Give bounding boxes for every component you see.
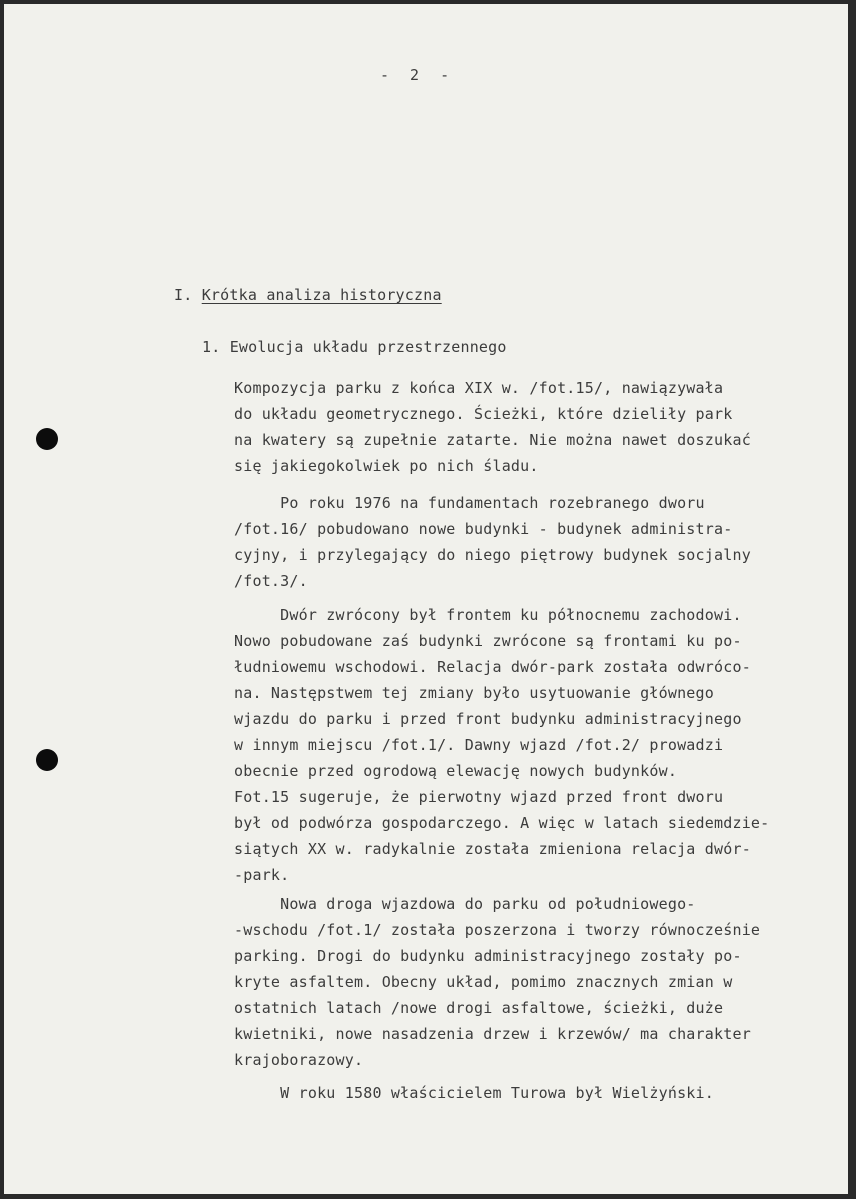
text-line-25: kwietniki, nowe nasadzenia drzew i krzewów/ ma charakter (234, 1025, 751, 1043)
text-line-26: krajoborazowy. (234, 1051, 364, 1069)
text-line-14: w innym miejscu /fot.1/. Dawny wjazd /fot.2/ prowadzi (234, 736, 724, 754)
text-line-3: na kwatery są zupełnie zatarte. Nie można nawet doszukać (234, 431, 751, 449)
text-line-2: do układu geometrycznego. Ścieżki, które dzieliły park (234, 405, 733, 423)
subsection-number: 1. (202, 338, 221, 356)
text-line-11: łudniowemu wschodowi. Relacja dwór-park została odwróco- (234, 658, 751, 676)
text-line-9: Dwór zwrócony był frontem ku północnemu zachodowi. (234, 606, 742, 624)
section-title: Krótka analiza historyczna (201, 286, 442, 304)
text-line-20: Nowa droga wjazdowa do parku od południowego- (234, 895, 696, 913)
subsection-title: Ewolucja układu przestrzennego (229, 338, 507, 356)
punch-hole-bottom (36, 749, 58, 771)
text-line-12: na. Następstwem tej zmiany było usytuowanie głównego (234, 684, 714, 702)
text-line-23: kryte asfaltem. Obecny układ, pomimo znacznych zmian w (234, 973, 733, 991)
section-heading (174, 286, 442, 304)
text-line-22: parking. Drogi do budynku administracyjnego zostały po- (234, 947, 742, 965)
text-line-5: Po roku 1976 na fundamentach rozebranego dworu (234, 494, 705, 512)
text-line-15: obecnie przed ogrodową elewację nowych budynków. (234, 762, 678, 780)
page-number: - 2 - (380, 66, 456, 84)
text-line-1: Kompozycja parku z końca XIX w. /fot.15/, nawiązywała (234, 379, 724, 397)
text-line-7: cyjny, i przylegający do niego piętrowy budynek socjalny (234, 546, 751, 564)
punch-hole-top (36, 428, 58, 450)
text-line-8: /fot.3/. (234, 572, 308, 590)
text-line-17: był od podwórza gospodarczego. A więc w latach siedemdzie- (234, 814, 770, 832)
text-line-21: -wschodu /fot.1/ została poszerzona i tworzy równocześnie (234, 921, 761, 939)
text-line-10: Nowo pobudowane zaś budynki zwrócone są frontami ku po- (234, 632, 742, 650)
section-number: I. (174, 286, 193, 304)
text-line-24: ostatnich latach /nowe drogi asfaltowe, ścieżki, duże (234, 999, 724, 1017)
text-line-13: wjazdu do parku i przed front budynku administracyjnego (234, 710, 742, 728)
text-line-19: -park. (234, 866, 290, 884)
document-page (4, 4, 848, 1194)
text-line-16: Fot.15 sugeruje, że pierwotny wjazd przed front dworu (234, 788, 724, 806)
text-line-4: się jakiegokolwiek po nich śladu. (234, 457, 539, 475)
subsection-heading (202, 338, 507, 356)
text-line-6: /fot.16/ pobudowano nowe budynki - budynek administra- (234, 520, 733, 538)
text-line-27: W roku 1580 właścicielem Turowa był Wielżyński. (234, 1084, 714, 1102)
text-line-18: siątych XX w. radykalnie została zmieniona relacja dwór- (234, 840, 751, 858)
